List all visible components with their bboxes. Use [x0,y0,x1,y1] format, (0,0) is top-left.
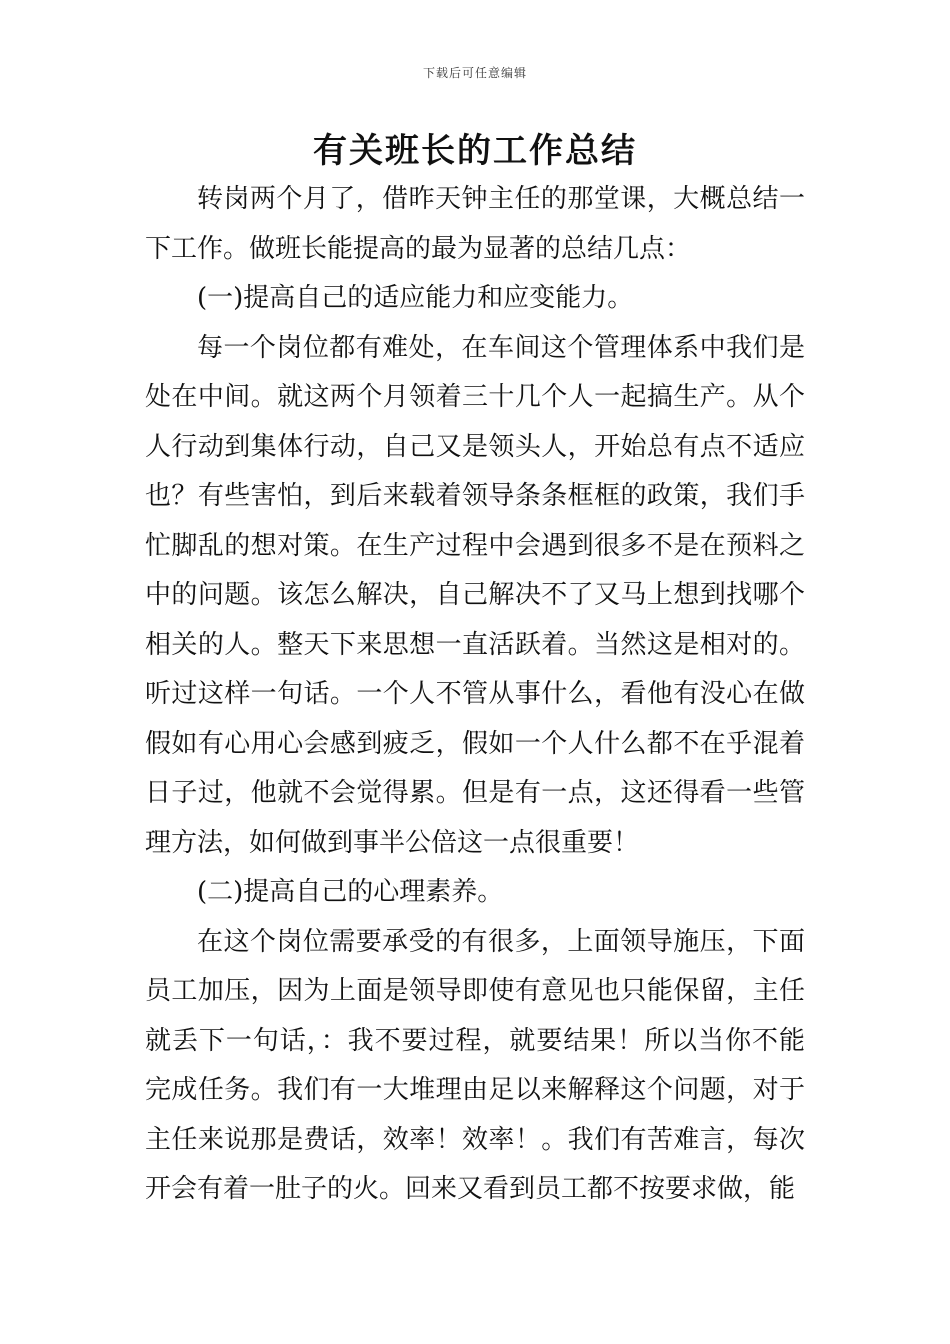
section-heading-adaptability: (一)提高自己的适应能力和应变能力。 [197,283,634,313]
paragraph-psychology: 在这个岗位需要承受的有很多，上面领导施压，下面员工加压，因为上面是领导即使有意见也只能保留，主任就丢下一句话，：我不要过程，就要结果！所以当你不能完成任务。我们有一大堆理由足以来解释这个问题，对于主任来说那是费话，效率！效率！。我们有苦难言，每次开会有着一肚子的火。回来又看到员工都不按要求做，能 [145,926,805,1204]
paragraph-adaptability: 每一个岗位都有难处，在车间这个管理体系中我们是处在中间。就这两个月领着三十几个人一起搞生产。从个人行动到集体行动，自己又是领头人，开始总有点不适应也？有些害怕，到后来载着领导条条框框的政策，我们手忙脚乱的想对策。在生产过程中会遇到很多不是在预料之中的问题。该怎么解决，自己解决不了又马上想到找哪个相关的人。整天下来思想一直活跃着。当然这是相对的。听过这样一句话。一个人不管从事什么，看他有没心在做假如有心用心会感到疲乏，假如一个人什么都不在乎混着日子过，他就不会觉得累。但是有一点，这还得看一些管理方法，如何做到事半公倍这一点很重要！ [145,332,805,858]
header-note: 下载后可任意编辑 [422,66,527,80]
document-title: 有关班长的工作总结 [313,131,637,171]
paragraph-intro: 转岗两个月了，借昨天钟主任的那堂课，大概总结一下工作。做班长能提高的最为显著的总结几点： [145,184,805,264]
document-body [145,175,805,1215]
section-heading-psychology: (二)提高自己的心理素养。 [197,877,504,907]
